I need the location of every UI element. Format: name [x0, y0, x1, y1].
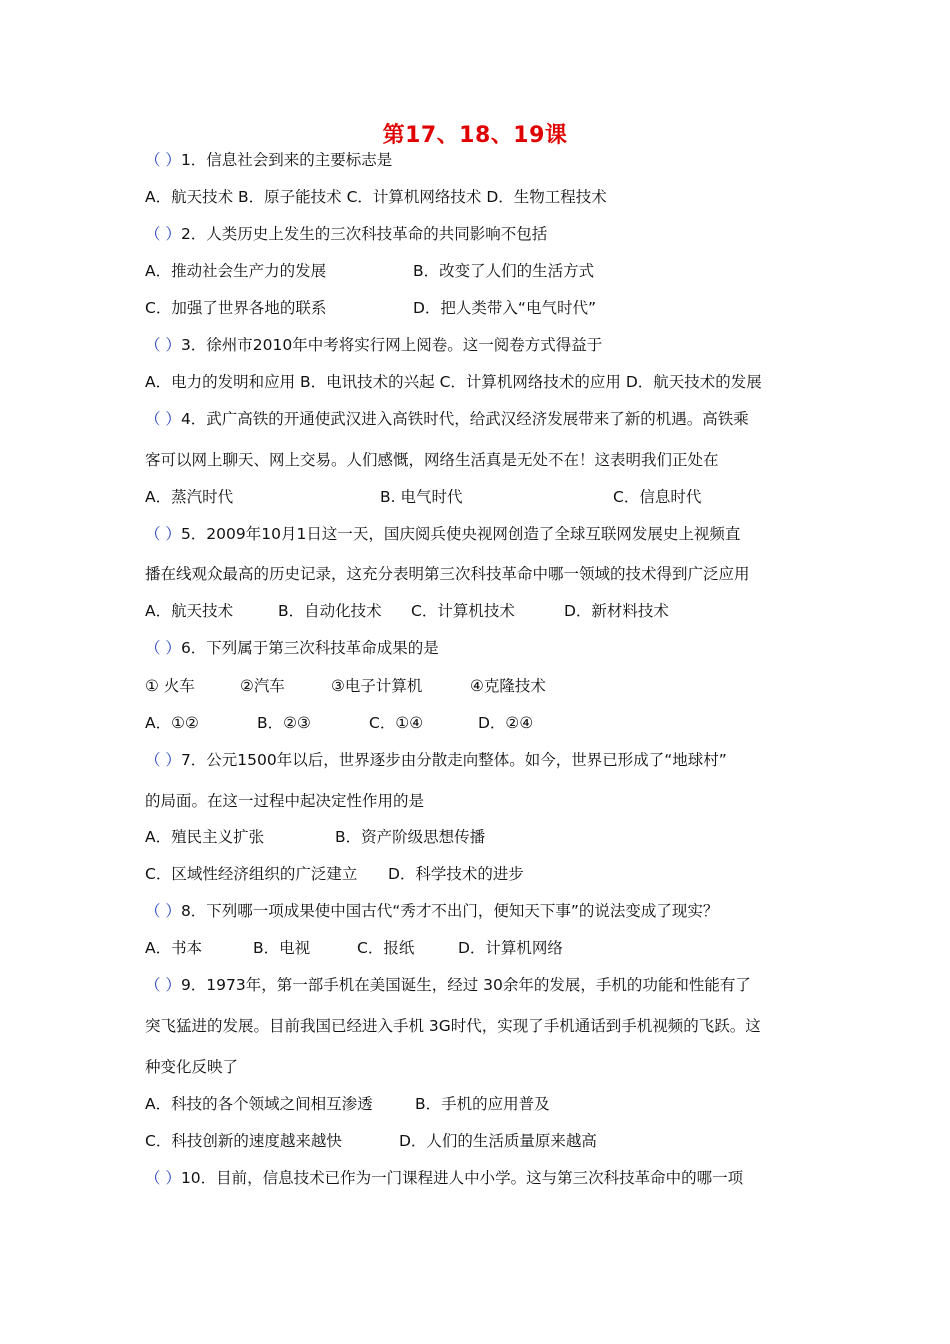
- option-d: D．新材料技术: [564, 602, 669, 620]
- question-5-stem-line-1: （ ）5．2009年10月1日这一天，国庆阅兵使央视网创造了全球互联网发展史上视频直: [145, 525, 741, 543]
- question-6-items: [145, 674, 546, 698]
- option-d: D．②④: [478, 714, 534, 732]
- item-3: ③电子计算机: [331, 677, 423, 695]
- question-7-stem-line-1: （ ）7．公元1500年以后，世界逐步由分散走向整体。如今，世界已形成了“地球村”: [145, 751, 727, 769]
- question-4-stem-line-1: （ ）4．武广高铁的开通使武汉进入高铁时代，给武汉经济发展带来了新的机遇。高铁乘: [145, 410, 749, 428]
- question-9-stem-line-2: 突飞猛进的发展。目前我国已经进入手机 3G时代，实现了手机通话到手机视频的飞跃。这: [145, 1017, 761, 1035]
- option-b: B．②③: [257, 714, 311, 732]
- question-3-stem: （ ）3．徐州市2010年中考将实行网上阅卷。这一阅卷方式得益于: [145, 336, 603, 354]
- question-6-options: [145, 711, 533, 735]
- option-c: C．科技创新的速度越来越快: [145, 1132, 342, 1150]
- option-d: D．科学技术的进步: [388, 865, 524, 883]
- option-b: B．改变了人们的生活方式: [413, 262, 595, 280]
- option-a: A．航天技术: [145, 602, 234, 620]
- option-b: B．电视: [253, 939, 311, 957]
- question-5-stem-line-2: 播在线观众最高的历史记录，这充分表明第三次科技革命中哪一领域的技术得到广泛应用: [145, 565, 750, 583]
- question-1-stem: （ ）1．信息社会到来的主要标志是: [145, 151, 393, 169]
- question-4-options: [145, 485, 701, 509]
- answer-blank[interactable]: （ ）: [145, 336, 181, 354]
- answer-blank[interactable]: （ ）: [145, 225, 181, 243]
- question-2-options-row-1: [145, 259, 594, 283]
- answer-blank[interactable]: （ ）: [145, 976, 181, 994]
- option-c: C．加强了世界各地的联系: [145, 299, 327, 317]
- option-a: A．蒸汽时代: [145, 488, 234, 506]
- item-4: ④克隆技术: [470, 677, 546, 695]
- question-9-options-row-1: [145, 1092, 550, 1116]
- option-a: A．①②: [145, 714, 199, 732]
- answer-blank[interactable]: （ ）: [145, 151, 181, 169]
- option-a: A．殖民主义扩张: [145, 828, 265, 846]
- question-5-options: [145, 599, 669, 623]
- question-6-stem: （ ）6．下列属于第三次科技革命成果的是: [145, 639, 439, 657]
- question-4-stem-line-2: 客可以网上聊天、网上交易。人们感慨，网络生活真是无处不在！这表明我们正处在: [145, 451, 719, 469]
- option-b: B. 电气时代: [380, 488, 463, 506]
- option-a: A．科技的各个领域之间相互渗透: [145, 1095, 373, 1113]
- question-9-stem-line-3: 种变化反映了: [145, 1058, 239, 1076]
- question-8-options: [145, 936, 563, 960]
- answer-blank[interactable]: （ ）: [145, 525, 181, 543]
- answer-blank[interactable]: （ ）: [145, 1169, 181, 1187]
- question-8-stem: （ ）8．下列哪一项成果使中国古代“秀才不出门，便知天下事”的说法变成了现实？: [145, 902, 719, 920]
- option-a: A．推动社会生产力的发展: [145, 262, 327, 280]
- item-1: ① 火车: [145, 677, 195, 695]
- option-c: C．信息时代: [613, 488, 702, 506]
- answer-blank[interactable]: （ ）: [145, 410, 181, 428]
- question-9-stem-line-1: （ ）9．1973年，第一部手机在美国诞生，经过 30余年的发展，手机的功能和性能有了: [145, 976, 751, 994]
- option-b: B．自动化技术: [278, 602, 382, 620]
- option-d: D．计算机网络: [458, 939, 563, 957]
- question-2-stem: （ ）2．人类历史上发生的三次科技革命的共同影响不包括: [145, 225, 548, 243]
- question-1-options: A．航天技术 B．原子能技术 C．计算机网络技术 D．生物工程技术: [145, 188, 607, 206]
- question-10-stem: （ ）10．目前，信息技术已作为一门课程进人中小学。这与第三次科技革命中的哪一项: [145, 1169, 744, 1187]
- item-2: ②汽车: [240, 677, 285, 695]
- option-d: D．把人类带入“电气时代”: [413, 299, 596, 317]
- answer-blank[interactable]: （ ）: [145, 902, 181, 920]
- option-c: C．计算机技术: [411, 602, 515, 620]
- option-d: D．人们的生活质量原来越高: [399, 1132, 597, 1150]
- option-a: A．书本: [145, 939, 203, 957]
- answer-blank[interactable]: （ ）: [145, 751, 181, 769]
- page-title: 第17、18、19课: [382, 123, 568, 148]
- question-3-options: A．电力的发明和应用 B．电讯技术的兴起 C．计算机网络技术的应用 D．航天技术的发展: [145, 373, 762, 391]
- question-9-options-row-2: [145, 1129, 597, 1153]
- question-7-options-row-2: [145, 862, 524, 886]
- option-b: B．资产阶级思想传播: [335, 828, 486, 846]
- question-7-options-row-1: [145, 825, 485, 849]
- option-c: C．区域性经济组织的广泛建立: [145, 865, 358, 883]
- option-c: C．报纸: [357, 939, 415, 957]
- question-2-options-row-2: [145, 296, 596, 320]
- answer-blank[interactable]: （ ）: [145, 639, 181, 657]
- option-b: B．手机的应用普及: [415, 1095, 550, 1113]
- question-7-stem-line-2: 的局面。在这一过程中起决定性作用的是: [145, 792, 425, 810]
- option-c: C．①④: [369, 714, 424, 732]
